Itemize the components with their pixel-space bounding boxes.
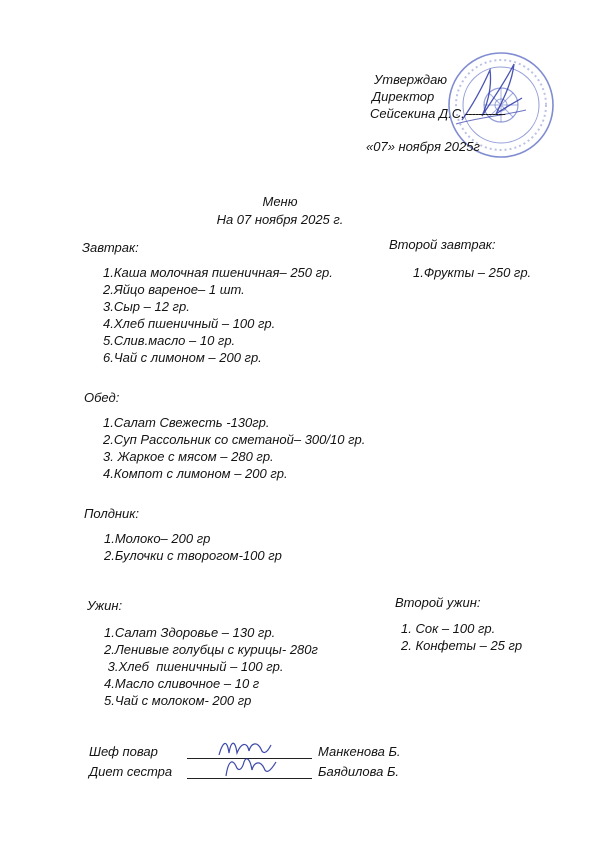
dinner-list [104, 624, 318, 709]
snack-list [104, 530, 282, 564]
dietitian-role: Диет сестра [89, 764, 173, 779]
list-item: 4.Масло сливочное – 10 г [104, 676, 260, 691]
lunch-list [103, 414, 365, 482]
list-item: 2. Конфеты – 25 гр [401, 638, 523, 653]
lunch-title: Обед: [84, 390, 120, 405]
list-item: 3.Хлеб пшеничный – 100 гр. [104, 659, 284, 674]
list-item: 1.Молоко– 200 гр [104, 531, 211, 546]
list-item: 1.Фрукты – 250 гр. [413, 265, 532, 280]
approval-approve: Утверждаю [374, 72, 448, 87]
list-item: 3.Сыр – 12 гр. [103, 299, 190, 314]
second-dinner-list [401, 620, 522, 654]
list-item: 1.Салат Свежесть -130гр. [103, 415, 270, 430]
list-item: 5.Слив.масло – 10 гр. [103, 333, 236, 348]
second-dinner-title: Второй ужин: [395, 595, 481, 610]
chef-name: Манкенова Б. [318, 744, 401, 759]
approval-block [370, 71, 505, 122]
list-item: 5.Чай с молоком- 200 гр [104, 693, 252, 708]
list-item: 3. Жаркое с мясом – 280 гр. [103, 449, 274, 464]
dietitian-signature [222, 752, 282, 782]
second-breakfast-list [413, 264, 531, 281]
dinner-title: Ужин: [87, 598, 123, 613]
list-item: 2.Яйцо вареное– 1 шт. [103, 282, 245, 297]
list-item: 6.Чай с лимоном – 200 гр. [103, 350, 262, 365]
second-breakfast-title: Второй завтрак: [389, 237, 496, 252]
list-item: 1. Сок – 100 гр. [401, 621, 496, 636]
list-item: 4.Компот с лимоном – 200 гр. [103, 466, 288, 481]
list-item: 1.Каша молочная пшеничная– 250 гр. [103, 265, 333, 280]
breakfast-title: Завтрак: [82, 240, 139, 255]
list-item: 2.Суп Рассольник со сметаной– 300/10 гр. [103, 432, 366, 447]
menu-subtitle: На 07 ноября 2025 г. [216, 212, 344, 227]
chef-role: Шеф повар [89, 744, 158, 759]
list-item: 4.Хлеб пшеничный – 100 гр. [103, 316, 276, 331]
snack-title: Полдник: [84, 506, 140, 521]
approval-date: «07» ноября 2025г [366, 139, 480, 154]
approval-name: Сейсекина Д.С. [370, 106, 465, 121]
list-item: 1.Салат Здоровье – 130 гр. [104, 625, 276, 640]
dietitian-name: Баядилова Б. [318, 764, 400, 779]
breakfast-list [103, 264, 333, 366]
list-item: 2.Ленивые голубцы с курицы- 280г [104, 642, 318, 657]
menu-title: Меню [262, 194, 298, 209]
list-item: 2.Булочки с творогом-100 гр [104, 548, 282, 563]
approval-name-row: Сейсекина Д.С.------------ [370, 106, 505, 121]
approval-position: Директор [372, 89, 435, 104]
